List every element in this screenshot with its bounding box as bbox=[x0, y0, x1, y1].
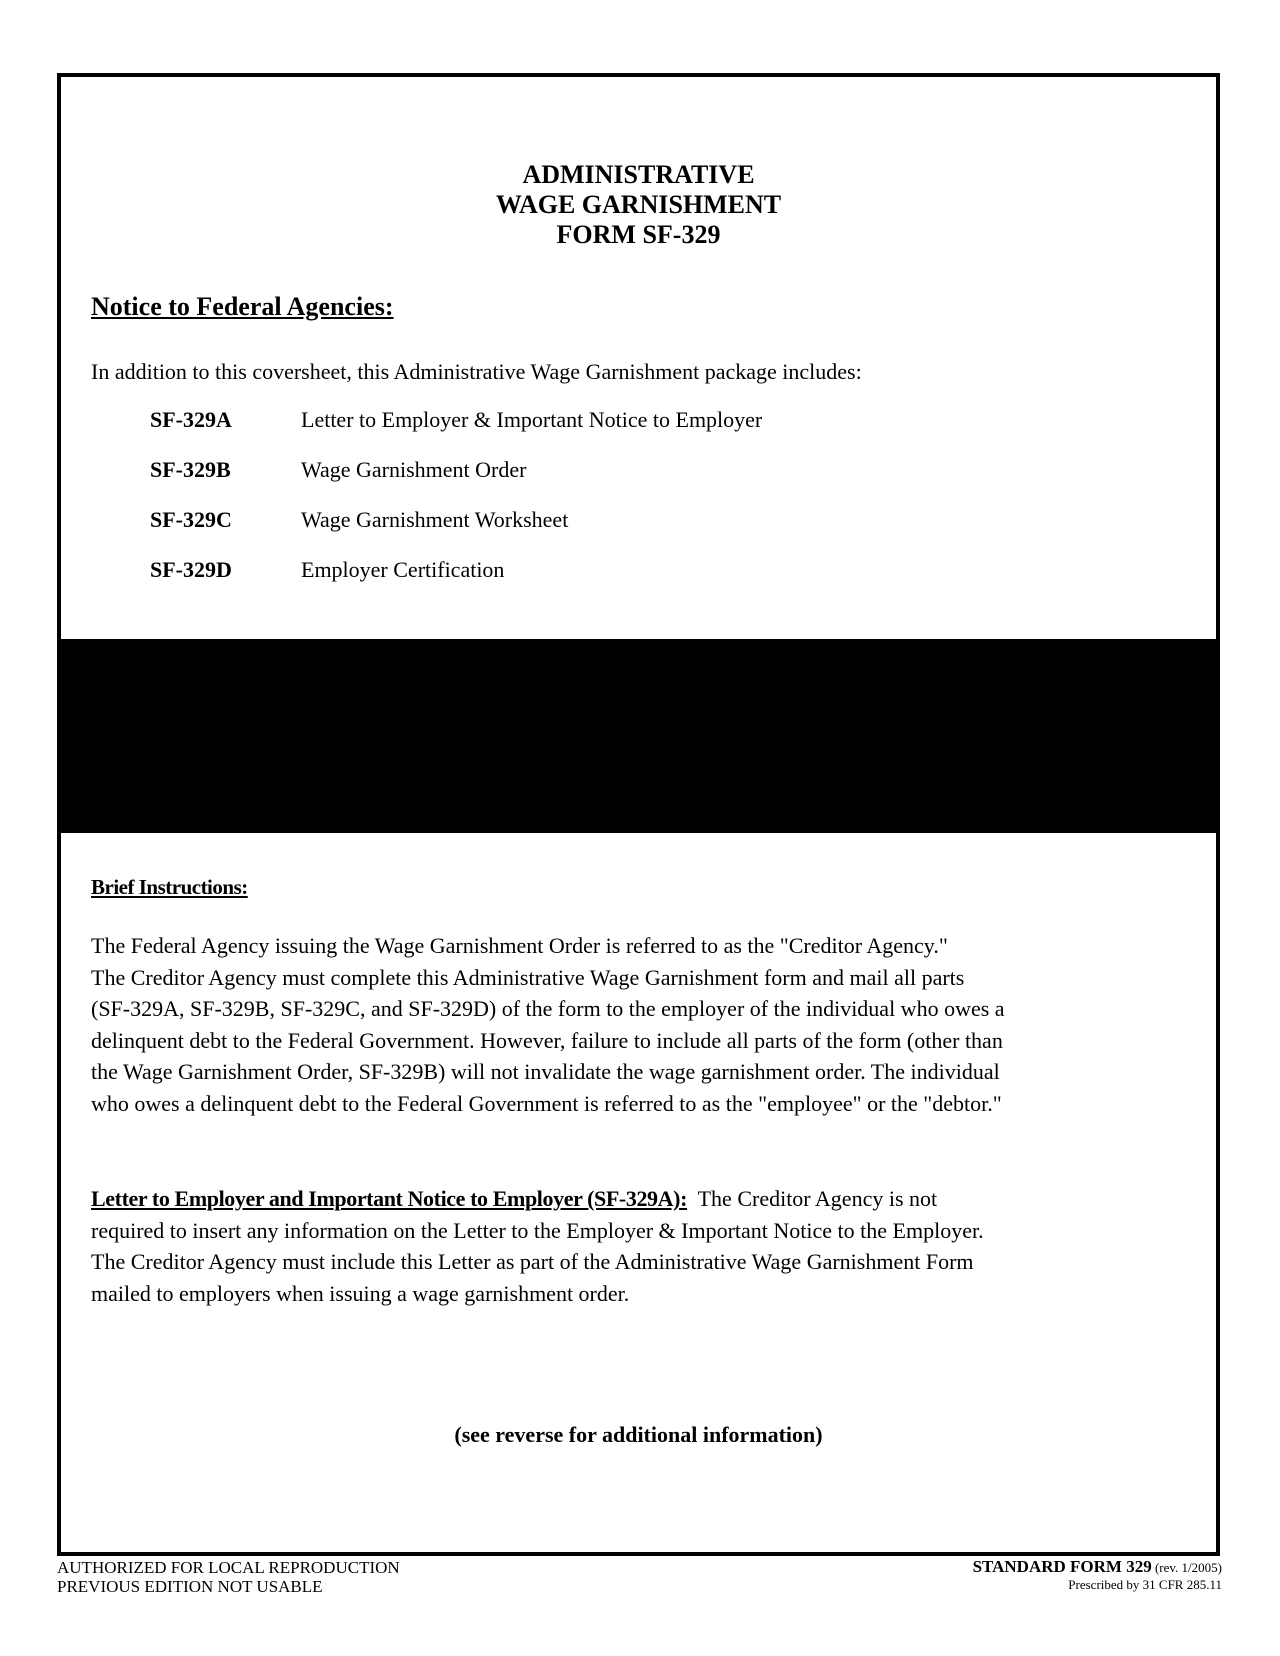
intro-text: In addition to this coversheet, this Administrative Wage Garnishment package includes: bbox=[91, 359, 862, 384]
footer-left bbox=[57, 1558, 400, 1596]
black-divider-band bbox=[61, 639, 1216, 833]
letter-section bbox=[91, 1183, 1201, 1309]
form-title bbox=[61, 160, 1216, 250]
letter-line: mailed to employers when issuing a wage garnishment order. bbox=[91, 1280, 630, 1306]
form-number: STANDARD FORM 329 bbox=[972, 1557, 1152, 1576]
title-line-1: ADMINISTRATIVE bbox=[522, 160, 755, 189]
part-row-sf-329d bbox=[150, 557, 762, 607]
brief-line: delinquent debt to the Federal Government. However, failure to include all parts of the form (other than bbox=[91, 1027, 1003, 1053]
notice-heading: Notice to Federal Agencies: bbox=[91, 292, 394, 321]
part-description: Wage Garnishment Worksheet bbox=[301, 507, 569, 532]
brief-instructions-body bbox=[91, 930, 1201, 1120]
part-description: Wage Garnishment Order bbox=[301, 457, 527, 482]
letter-line: The Creditor Agency must include this Letter as part of the Administrative Wage Garnishment Form bbox=[91, 1249, 974, 1275]
see-reverse-note: (see reverse for additional information) bbox=[454, 1422, 823, 1447]
brief-instructions-heading: Brief Instructions: bbox=[91, 875, 248, 899]
part-row-sf-329c bbox=[150, 507, 762, 557]
revision-date: (rev. 1/2005) bbox=[1151, 1560, 1222, 1575]
title-line-2: WAGE GARNISHMENT bbox=[495, 190, 782, 219]
brief-line: the Wage Garnishment Order, SF-329B) will not invalidate the wage garnishment order. The individual bbox=[91, 1059, 1000, 1085]
part-code: SF-329B bbox=[150, 457, 231, 482]
brief-line: who owes a delinquent debt to the Federal Government is referred to as the "employee" or the "debtor." bbox=[91, 1090, 1002, 1116]
brief-line: The Federal Agency issuing the Wage Garnishment Order is referred to as the "Creditor Agency." bbox=[91, 933, 948, 958]
part-description: Letter to Employer & Important Notice to Employer bbox=[301, 407, 763, 432]
letter-heading: Letter to Employer and Important Notice to Employer (SF-329A): bbox=[91, 1186, 688, 1211]
form-frame bbox=[57, 73, 1220, 1556]
title-line-3: FORM SF-329 bbox=[556, 220, 721, 249]
prescribed-by: Prescribed by 31 CFR 285.11 bbox=[1068, 1577, 1222, 1592]
letter-line: required to insert any information on the Letter to the Employer & Important Notice to the Employer. bbox=[91, 1217, 984, 1243]
brief-line: (SF-329A, SF-329B, SF-329C, and SF-329D) of the form to the employer of the individual who owes a bbox=[91, 996, 1005, 1022]
part-row-sf-329b bbox=[150, 457, 762, 507]
footer-previous-edition: PREVIOUS EDITION NOT USABLE bbox=[57, 1577, 323, 1596]
parts-list bbox=[150, 407, 762, 607]
part-description: Employer Certification bbox=[301, 557, 505, 582]
part-code: SF-329C bbox=[150, 507, 232, 532]
letter-first-line bbox=[91, 1183, 1201, 1215]
footer-authorized: AUTHORIZED FOR LOCAL REPRODUCTION bbox=[57, 1558, 400, 1577]
footer-right bbox=[973, 1558, 1222, 1593]
letter-first-line-text: The Creditor Agency is not bbox=[687, 1186, 938, 1211]
brief-line: The Creditor Agency must complete this Administrative Wage Garnishment form and mail all parts bbox=[91, 964, 965, 990]
part-row-sf-329a bbox=[150, 407, 762, 457]
part-code: SF-329D bbox=[150, 557, 232, 582]
part-code: SF-329A bbox=[150, 407, 232, 432]
